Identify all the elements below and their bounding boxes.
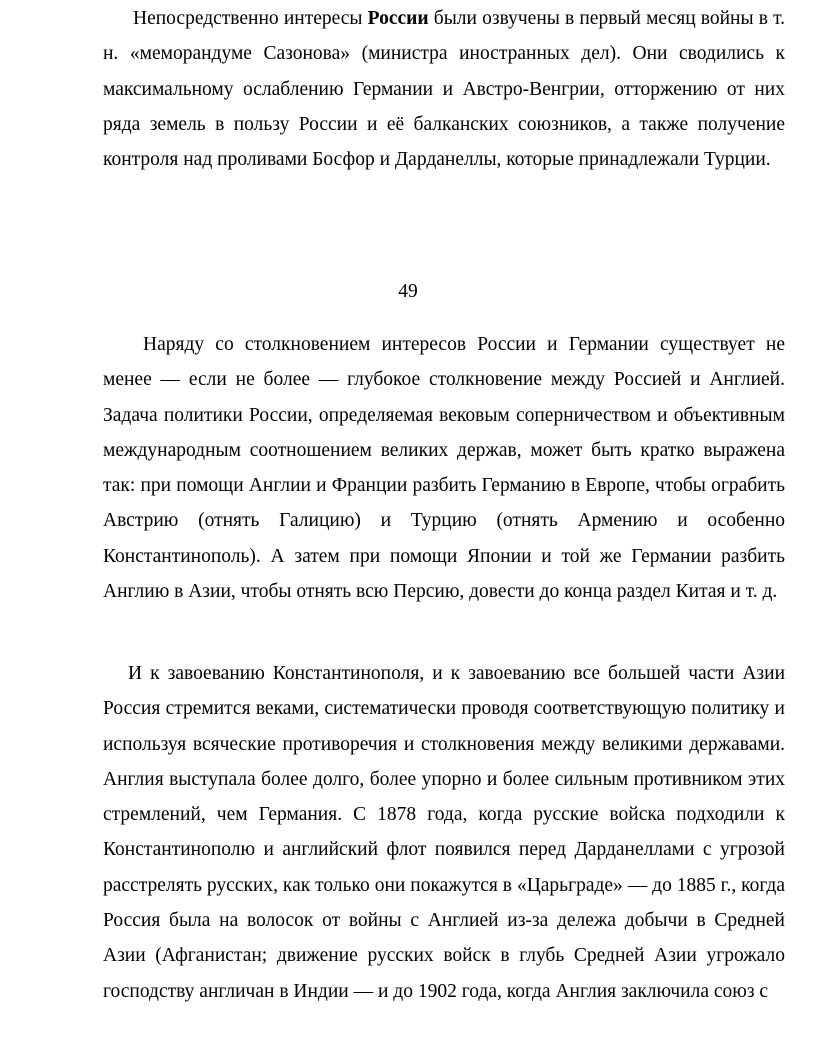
paragraph-3: И к завоеванию Константинополя, и к завоеванию все большей части Азии Россия стремится веками, систематически проводя соответствующую политику и используя всяческие противоречия и столкновения между великими державами. Англия выступала более долго, более упорно и более сильным противником этих стремлений, чем Германия. С 1878 года, когда русские войска подходили к Константинополю и английский флот появился перед Дарданеллами с угрозой расстрелять русских, как только они покажутся в «Царьграде» — до 1885 г., когда Россия была на волосок от войны с Англией из-за дележа добычи в Средней Азии (Афганистан; движение русских войск в глубь Средней Азии угрожало господству англичан в Индии — и до 1902 года, когда Англия заключила союз с xyxy=(103,663,785,1002)
paragraph-1-text-start: Непосредственно интересы xyxy=(133,8,368,29)
page-number: 49 xyxy=(398,281,418,302)
paragraph-1 xyxy=(103,1,785,177)
paragraph-1-text-end: были озвучены в первый месяц войны в т. н. «меморандуме Сазонова» (министра иностранных дел). Они сводились к максимальному ослаблению Германии и Австро-Венгрии, отторжению от них ряда земель в пользу России и её балканских союзников, а также получение контроля над проливами Босфор и Дарданеллы, которые принадлежали Турции. xyxy=(103,8,786,171)
paragraph-1-bold-term: России xyxy=(367,8,429,29)
paragraph-2: Наряду со столкновением интересов России и Германии существует не менее — если не более — глубокое столкновение между Россией и Англией. Задача политики России, определяемая вековым соперничеством и объективным международным соотношением великих держав, может быть кратко выражена так: при помощи Англии и Франции разбить Германию в Европе, чтобы ограбить Австрию (отнять Галицию) и Турцию (отнять Армению и особенно Константинополь). А затем при помощи Японии и той же Германии разбить Англию в Азии, чтобы отнять всю Персию, довести до конца раздел Китая и т. д. xyxy=(103,334,785,603)
